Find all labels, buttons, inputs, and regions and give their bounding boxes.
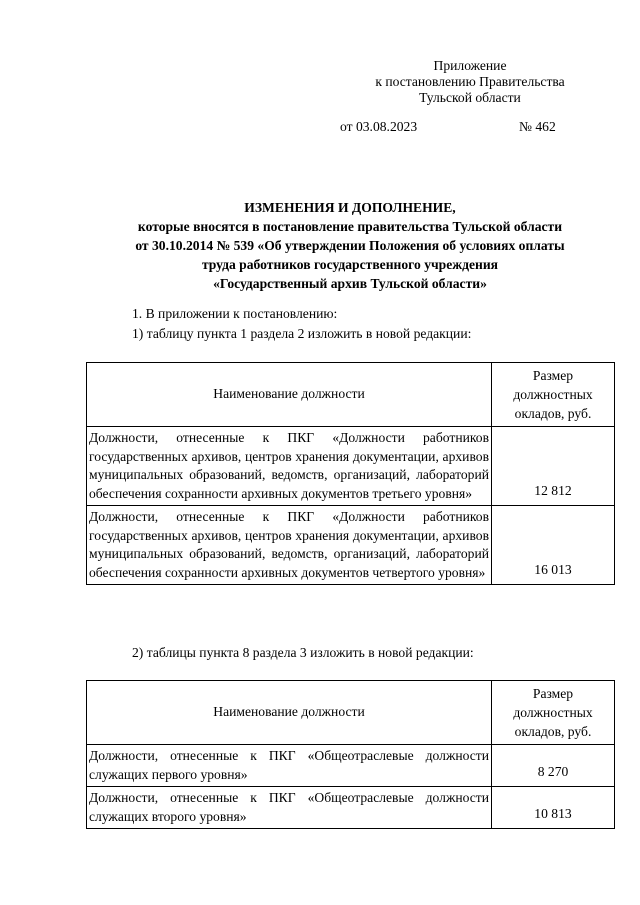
- header-position-name: Наименование должности: [87, 681, 492, 745]
- header-position-name: Наименование должности: [87, 363, 492, 427]
- salary-value-cell: 16 013: [492, 506, 615, 585]
- header-salary-size: [492, 681, 615, 745]
- header-salary-line-3: окладов, руб.: [514, 724, 592, 739]
- position-name-cell: Должности, отнесенные к ПКГ «Общеотраслевые должности служащих второго уровня»: [87, 787, 492, 829]
- header-salary-size: [492, 363, 615, 427]
- subitem-1-paragraph: 1) таблицу пункта 1 раздела 2 изложить в новой редакции:: [132, 326, 472, 341]
- table-header-row: [87, 363, 615, 427]
- position-name-cell: Должности, отнесенные к ПКГ «Должности работников государственных архивов, центров хранения документации, архивов муниципальных образований, ведомств, организаций, лабораторий обеспечения сохранности архивных документов четвертого уровня»: [87, 506, 492, 585]
- salary-value-cell: 8 270: [492, 745, 615, 787]
- position-name-cell: Должности, отнесенные к ПКГ «Общеотраслевые должности служащих первого уровня»: [87, 745, 492, 787]
- salary-value-cell: 10 813: [492, 787, 615, 829]
- table-row: [87, 506, 615, 585]
- salary-table-2: [86, 680, 615, 829]
- title-line-2: которые вносятся в постановление правительства Тульской области: [137, 219, 563, 234]
- header-salary-line-1: Размер: [532, 368, 574, 383]
- title-line-5: «Государственный архив Тульской области»: [213, 276, 487, 291]
- item-1-paragraph: 1. В приложении к постановлению:: [132, 306, 338, 321]
- subitem-2-paragraph: 2) таблицы пункта 8 раздела 3 изложить в новой редакции:: [132, 645, 474, 660]
- appendix-header: [330, 58, 610, 106]
- salary-table-1: [86, 362, 615, 585]
- header-salary-line-1: Размер: [532, 686, 574, 701]
- table-row: [87, 427, 615, 506]
- header-salary-line-2: должностных: [513, 387, 593, 402]
- position-name-cell: Должности, отнесенные к ПКГ «Должности работников государственных архивов, центров хранения документации, архивов муниципальных образований, ведомств, организаций, лабораторий обеспечения сохранности архивных документов третьего уровня»: [87, 427, 492, 506]
- title-line-4: труда работников государственного учреждения: [201, 257, 499, 272]
- appendix-line-1: Приложение: [433, 58, 507, 73]
- table-header-row: [87, 681, 615, 745]
- document-title: [60, 198, 640, 293]
- header-salary-line-3: окладов, руб.: [514, 406, 592, 421]
- appendix-line-3: Тульской области: [419, 90, 521, 105]
- table-row: [87, 745, 615, 787]
- title-line-1: ИЗМЕНЕНИЯ И ДОПОЛНЕНИЕ,: [244, 200, 456, 215]
- decree-date: от 03.08.2023: [340, 119, 418, 134]
- decree-number: № 462: [519, 119, 556, 134]
- title-line-3: от 30.10.2014 № 539 «Об утверждении Положения об условиях оплаты: [135, 238, 565, 253]
- table-row: [87, 787, 615, 829]
- salary-value-cell: 12 812: [492, 427, 615, 506]
- header-salary-line-2: должностных: [513, 705, 593, 720]
- appendix-line-2: к постановлению Правительства: [375, 74, 565, 89]
